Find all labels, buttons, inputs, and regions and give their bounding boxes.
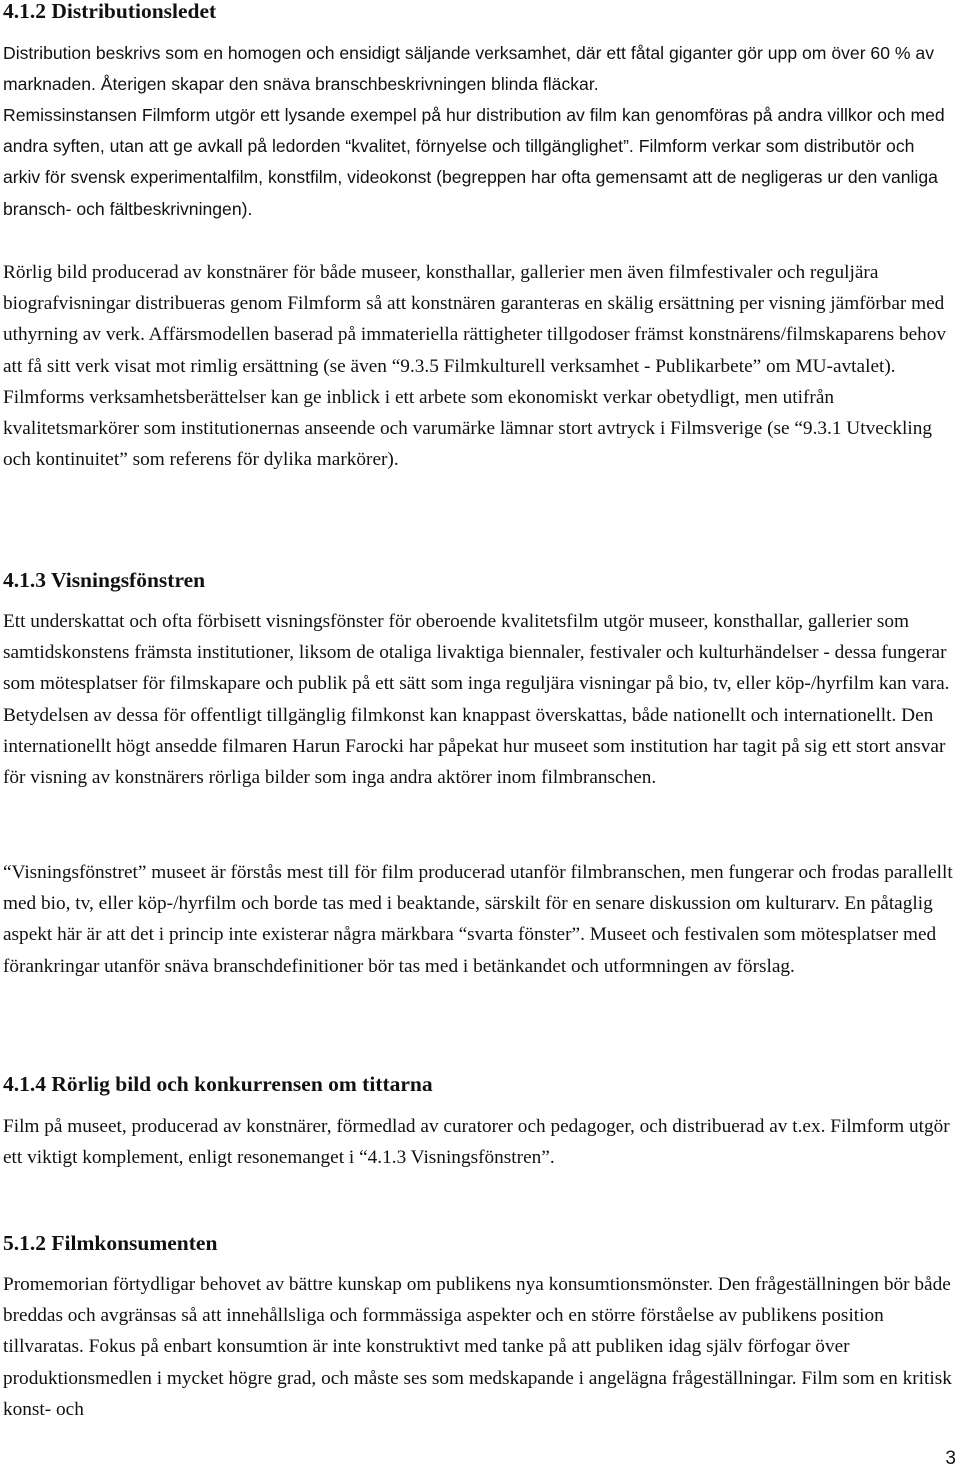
section-heading: 4.1.2 Distributionsledet bbox=[3, 0, 217, 23]
section-heading: 4.1.3 Visningsfönstren bbox=[3, 568, 206, 592]
section-heading: 4.1.4 Rörlig bild och konkurrensen om tittarna bbox=[3, 1072, 433, 1096]
body-paragraph: Remissinstansen Filmform utgör ett lysande exempel på hur distribution av film kan genomföras på andra villkor och med andra syften, utan att ge avkall på ledorden “kvalitet, förnyelse och tillgänglighet”. Filmform verkar som distributör och arkiv för svensk experimentalfilm, konstfilm, videokonst (begreppen har ofta gemensamt att de negligeras ur den vanliga bransch- och fältbeskrivningen). bbox=[3, 105, 945, 219]
body-paragraph: Film på museet, producerad av konstnärer, förmedlad av curatorer och pedagoger, och distribuerad av t.ex. Filmform utgör ett viktigt komplement, enligt resonemanget i “4.1.3 Visningsfönstren”. bbox=[3, 1116, 950, 1169]
body-paragraph: Promemorian förtydligar behovet av bättre kunskap om publikens nya konsumtionsmönster. Den frågeställningen bör både breddas och avgränsas så att innehållsliga och formmässiga aspekter och en större förståelse av publikens position tillvaratas. Fokus på enbart konsumtion är inte konstruktivt med tanke på att publiken idag själv förfogar över produktionsmedlen i mycket högre grad, och måste ses som medskapande i angelägna frågeställningar. Film som en kritisk konst- och bbox=[3, 1274, 952, 1420]
section-heading: 5.1.2 Filmkonsumenten bbox=[3, 1231, 218, 1255]
body-paragraph: “Visningsfönstret” museet är förstås mest till för film producerad utanför filmbranschen, men fungerar och frodas parallellt med bio, tv, eller köp-/hyrfilm och borde tas med i beaktande, särskilt för en senare diskussion om kulturarv. En påtaglig aspekt här är att det i princip inte existerar några märkbara “svarta fönster”. Museet och festivalen som mötesplatser med förankringar utanför snäva branschdefinitioner bör tas med i betänkandet och utformningen av förslag. bbox=[3, 862, 953, 977]
body-paragraph: Rörlig bild producerad av konstnärer för både museer, konsthallar, gallerier men även filmfestivaler och reguljära biografvisningar distribueras genom Filmform så att konstnären garanteras en skälig ersättning per visning jämförbar med uthyrning av verk. Affärsmodellen baserad på immateriella rättigheter tillgodoser främst konstnärens/filmskaparens behov att få sitt verk visat mot rimlig ersättning (se även “9.3.5 Filmkulturell verksamhet - Publikarbete” om MU-avtalet). Filmforms verksamhetsberättelser kan ge inblick i ett arbete som ekonomiskt verkar obetydligt, men utifrån kvalitetsmarkörer som institutionernas anseende och varumärke lämnar stort avtryck i Filmsverige (se “9.3.1 Utveckling och kontinuitet” som referens för dylika markörer). bbox=[3, 262, 947, 471]
body-paragraph: Distribution beskrivs som en homogen och ensidigt säljande verksamhet, där ett fåtal giganter gör upp om över 60 % av marknaden. Återigen skapar den snäva branschbeskrivningen blinda fläckar. bbox=[3, 43, 935, 95]
body-paragraph: Ett underskattat och ofta förbisett visningsfönster för oberoende kvalitetsfilm utgör museer, konsthallar, gallerier som samtidskonstens främsta institutioner, liksom de otaliga livaktiga biennaler, festivaler och kulturhändelser - dessa fungerar som mötesplatser för filmskapare och publik på ett sätt som inga reguljära visningar på bio, tv, eller köp-/hyrfilm kan vara. Betydelsen av dessa för offentligt tillgänglig filmkonst kan knappast överskattas, både nationellt och internationellt. Den internationellt högt ansedde filmaren Harun Farocki har påpekat hur museet som institution har tagit på sig ett stort ansvar för visning av konstnärers rörliga bilder som inga andra aktörer inom filmbranschen. bbox=[3, 611, 950, 789]
page-number: 3 bbox=[945, 1448, 956, 1469]
